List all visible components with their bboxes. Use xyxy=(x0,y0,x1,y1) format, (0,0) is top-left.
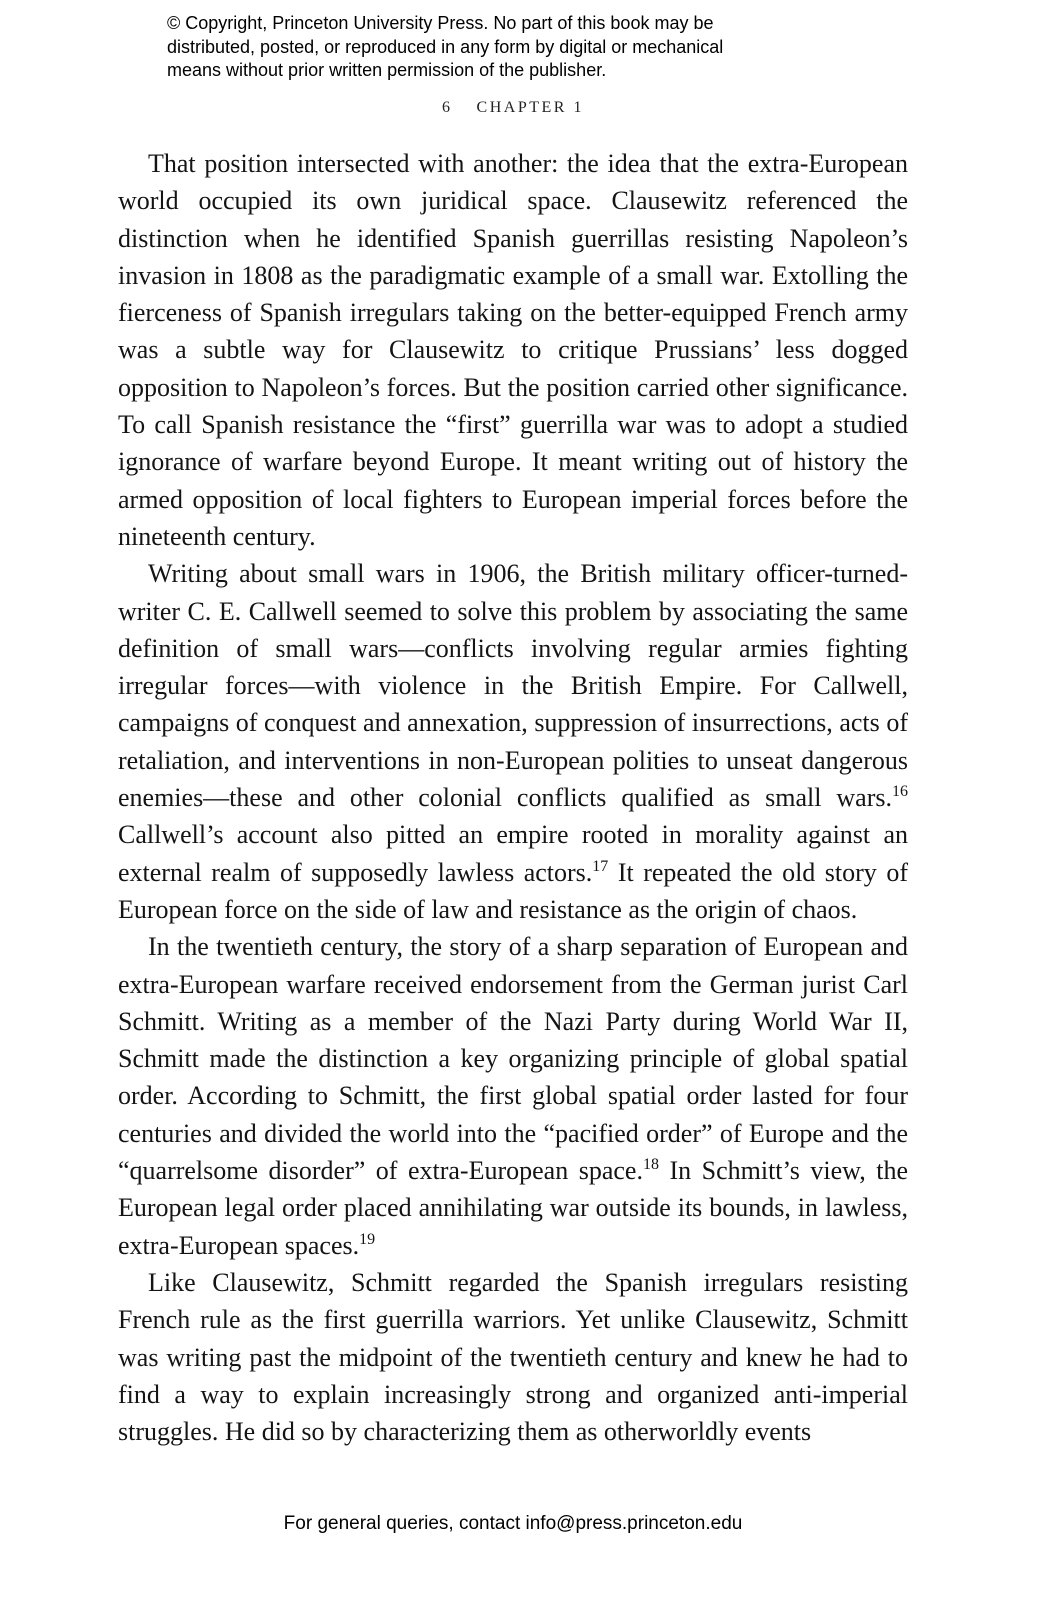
paragraph: Writing about small wars in 1906, the British military officer-turned-writer C. E. Callwell seemed to solve this problem by associating the same definition of small wars—conflicts involving regular armies fighting irregular forces—with violence in the British Empire. For Callwell, campaigns of conquest and annexation, suppression of insurrections, acts of retaliation, and interventions in non-European polities to unseat dangerous enemies—these and other colonial conflicts qualified as small wars.$^{16}$ Callwell’s account also pitted an empire rooted in morality against an external realm of supposedly lawless actors.$^{17}$ It repeated the old story of European force on the side of law and resistance as the origin of chaos. xyxy=(118,559,908,924)
footnote-ref: 17 xyxy=(592,857,609,875)
copyright-line: © Copyright, Princeton University Press. No part of this book may be xyxy=(167,13,714,33)
running-head xyxy=(118,99,908,117)
copyright-line: means without prior written permission of the publisher. xyxy=(167,60,607,80)
page-number: 6 xyxy=(442,99,453,116)
copyright-line: distributed, posted, or reproduced in any form by digital or mechanical xyxy=(167,36,724,57)
paragraph: That position intersected with another: the idea that the extra-European world occupied its own juridical space. Clausewitz referenced the distinction when he identified Spanish guerrillas resisting Napoleon’s invasion in 1808 as the paradigmatic example of a small war. Extolling the fierceness of Spanish irregulars taking on the better-equipped French army was a subtle way for Clausewitz to critique Prussians’ less dogged opposition to Napoleon’s forces. But the position carried other significance. To call Spanish resistance the “first” guerrilla war was to adopt a studied ignorance of warfare beyond Europe. It meant writing out of history the armed opposition of local fighters to European imperial forces before the nineteenth century. xyxy=(118,149,908,551)
footnote-ref: 16 xyxy=(892,783,908,801)
body-text xyxy=(118,145,908,1450)
copyright-notice xyxy=(167,12,739,83)
footer-query-note: For general queries, contact info@press.princeton.edu xyxy=(283,1513,743,1534)
paragraph: Like Clausewitz, Schmitt regarded the Spanish irregulars resisting French rule as the first guerrilla warriors. Yet unlike Clausewitz, Schmitt was writing past the midpoint of the twentieth century and knew he had to find a way to explain increasingly strong and organized anti-imperial struggles. He did so by characterizing them as otherworldly events xyxy=(118,1267,908,1447)
paragraph: In the twentieth century, the story of a sharp separation of European and extra-European warfare received endorsement from the German jurist Carl Schmitt. Writing as a member of the Nazi Party during World War II, Schmitt made the distinction a key organizing principle of global spatial order. According to Schmitt, the first global spatial order lasted for four centuries and divided the world into the “pacified order” of Europe and the “quarrelsome disorder” of extra-European space.$^{18}$ In Schmitt’s view, the European legal order placed annihilating war outside its bounds, in lawless, extra-European spaces.$^{19}$ xyxy=(118,932,908,1260)
chapter-label: CHAPTER 1 xyxy=(476,99,584,116)
footnote-ref: 19 xyxy=(359,1230,376,1248)
footnote-ref: 18 xyxy=(642,1156,659,1174)
